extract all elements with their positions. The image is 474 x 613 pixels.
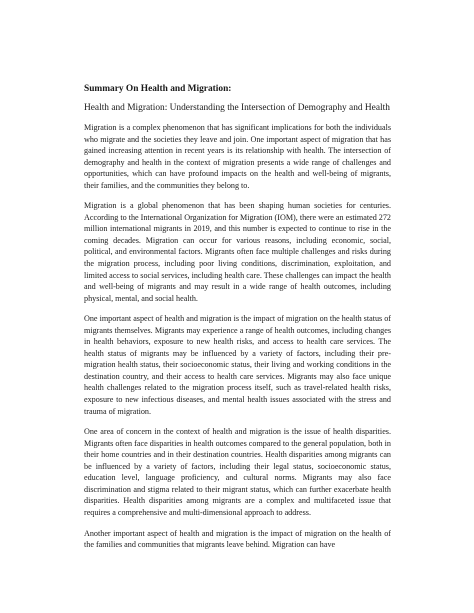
document-body (84, 83, 391, 560)
paragraph-migrant-health-status: One important aspect of health and migration is the impact of migration on the health status of migrants themselves. Migrants may experience a range of health outcomes, including changes in health behaviors, exposure to new health risks, and access to health care services. The health status of migrants may be influenced by a variety of factors, including their pre-migration health status, their socioeconomic status, their living and working conditions in the destination country, and their access to health care services. Migrants may also face unique health challenges related to the migration process itself, such as travel-related health risks, exposure to new infectious diseases, and mental health issues associated with the stress and trauma of migration. (84, 314, 391, 416)
paragraph-health-disparities: One area of concern in the context of health and migration is the issue of health disparities. Migrants often face disparities in health outcomes compared to the general population, both in their home countries and in their destination countries. Health disparities among migrants can be influenced by a variety of factors, including their legal status, socioeconomic status, education level, language proficiency, and cultural norms. Migrants may also face discrimination and stigma related to their migrant status, which can further exacerbate health disparities. Health disparities among migrants are a complex and multifaceted issue that requires a comprehensive and multi-dimensional approach to address. (84, 427, 391, 517)
paragraph-families-communities: Another important aspect of health and migration is the impact of migration on the health of the families and communities that migrants leave behind. Migration can have (84, 528, 391, 550)
paragraph-global-phenomenon: Migration is a global phenomenon that has been shaping human societies for centuries. According to the International Organization for Migration (IOM), there were an estimated 272 million international migrants in 2019, and this number is expected to continue to rise in the coming decades. Migration can occur for various reasons, including economic, social, political, and environmental factors. Migrants often face multiple challenges and risks during the migration process, including poor living conditions, discrimination, exploitation, and limited access to social services, including health care. These challenges can impact the health and well-being of migrants and may result in a wide range of health outcomes, including physical, mental, and social health. (84, 201, 391, 303)
document-title: Summary On Health and Migration: (84, 84, 232, 94)
paragraph-intro: Migration is a complex phenomenon that has significant implications for both the individuals who migrate and the societies they leave and join. One important aspect of migration that has gained increasing attention in recent years is its relationship with health. The intersection of demography and health in the context of migration presents a wide range of challenges and opportunities, which can have profound impacts on the health and well-being of migrants, their families, and the communities they belong to. (84, 123, 391, 190)
document-subtitle: Health and Migration: Understanding the Intersection of Demography and Health (84, 103, 390, 113)
